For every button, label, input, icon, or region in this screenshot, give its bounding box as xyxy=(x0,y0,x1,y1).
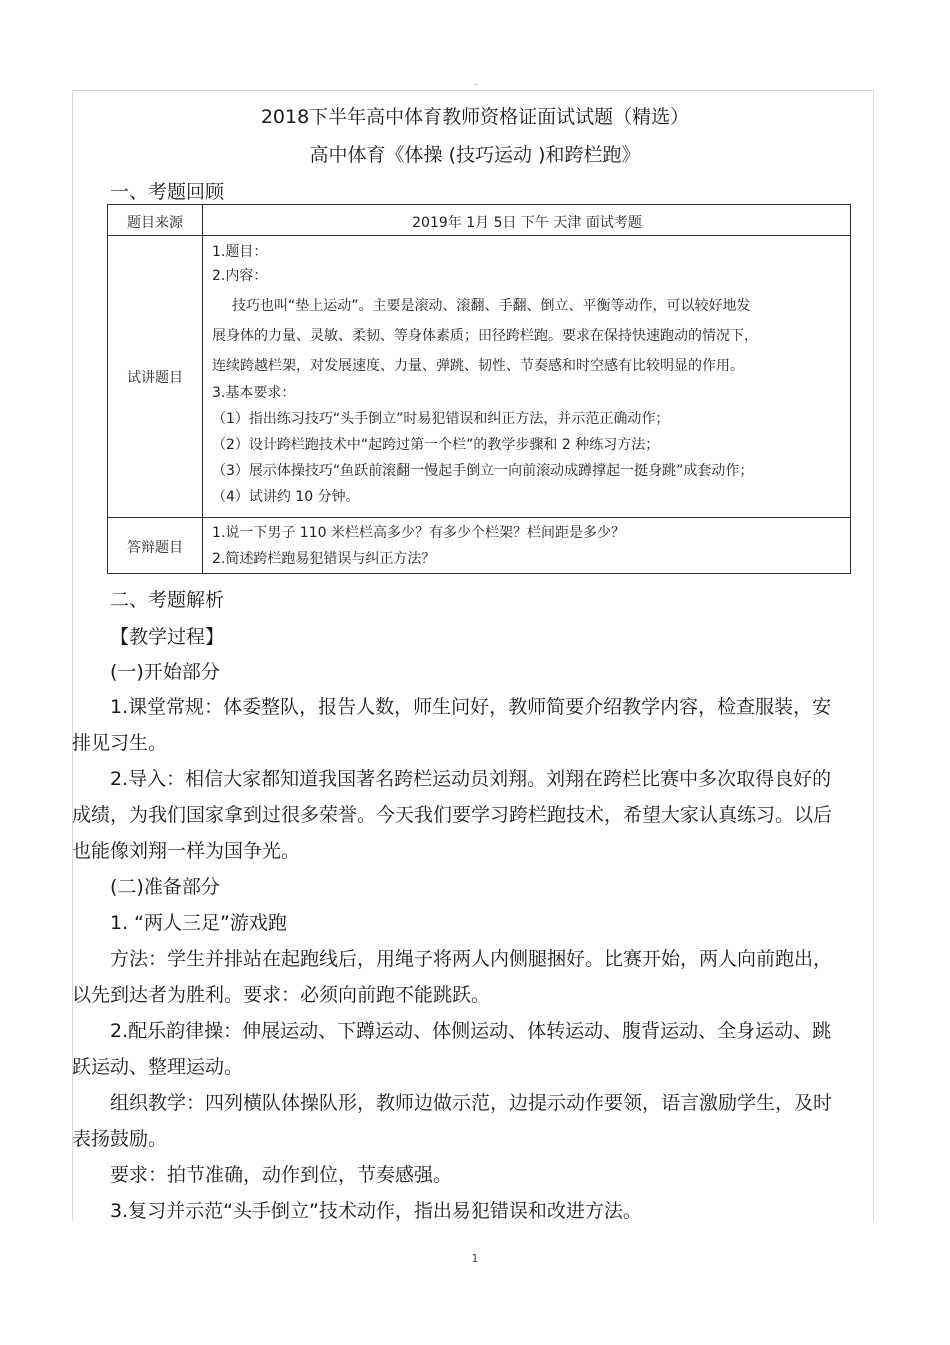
section-heading-review: 一、考题回顾 xyxy=(110,181,225,203)
page-top-mark xyxy=(474,84,478,89)
document-title: 2018下半年高中体育教师资格证面试试题（精选） xyxy=(260,106,690,128)
document-subtitle: 高中体育《体操 (技巧运动 )和跨栏跑》 xyxy=(309,144,641,166)
defense-line: 1.说一下男子 110 米栏栏高多少？有多少个栏架？栏间距是多少？ xyxy=(212,525,625,541)
paragraph-introduction: 2.导入：相信大家都知道我国著名跨栏运动员刘翔。刘翔在跨栏比赛中多次取得良好的成绩，为我们国家拿到过很多荣誉。今天我们要学习跨栏跑技术，希望大家认真练习。以后也能像刘翔一样为国争光。 xyxy=(72,768,833,862)
lecture-line: 2.内容： xyxy=(212,268,268,284)
paragraph-classroom-routine: 1.课堂常规：体委整队，报告人数，师生问好，教师简要介绍教学内容，检查服装，安排见习生。 xyxy=(72,696,832,754)
table-label-lecture: 试讲题目 xyxy=(127,370,183,386)
part-heading-preparation: (二)准备部分 xyxy=(110,876,220,898)
lecture-line: （1）指出练习技巧“头手倒立”时易犯错误和纠正方法，并示范正确动作； xyxy=(212,411,670,427)
part-heading-opening: (一)开始部分 xyxy=(110,661,220,683)
paragraph-game-heading: 1. “两人三足”游戏跑 xyxy=(110,912,287,934)
page-number: 1 xyxy=(471,1252,479,1265)
paragraph-game-method: 方法：学生并排站在起跑线后，用绳子将两人内侧腿捆好。比赛开始，两人向前跑出，以先到达者为胜利。要求：必须向前跑不能跳跃。 xyxy=(72,948,833,1006)
lecture-line: （4）试讲约 10 分钟。 xyxy=(212,489,360,505)
exam-question-table xyxy=(107,204,851,574)
section-heading-analysis: 二、考题解析 xyxy=(110,589,225,611)
table-row-divider xyxy=(108,235,850,236)
paragraph-requirements: 要求：拍节准确，动作到位，节奏感强。 xyxy=(110,1164,453,1186)
table-row-divider xyxy=(108,517,850,518)
paragraph-organization: 组织教学：四列横队体操队形，教师边做示范，边提示动作要领，语言激励学生，及时表扬鼓励。 xyxy=(72,1092,833,1150)
table-label-defense: 答辩题目 xyxy=(127,540,183,556)
table-value-source: 2019年 1月 5日 下午 天津 面试考题 xyxy=(412,215,642,231)
paragraph-rhythmic-exercise: 2.配乐韵律操：伸展运动、下蹲运动、体侧运动、体转运动、腹背运动、全身运动、跳跃运动、整理运动。 xyxy=(72,1020,832,1078)
lecture-line: 3.基本要求： xyxy=(212,385,296,401)
table-label-source: 题目来源 xyxy=(127,215,183,231)
defense-line: 2.简述跨栏跑易犯错误与纠正方法？ xyxy=(212,551,436,567)
lecture-line: 技巧也叫“垫上运动”。主要是滚动、滚翻、手翻、倒立、平衡等动作，可以较好地发 xyxy=(232,298,751,314)
lecture-line: （2）设计跨栏跑技术中“起跨过第一个栏”的教学步骤和 2 种练习方法； xyxy=(212,437,660,453)
lecture-line: 连续跨越栏架，对发展速度、力量、弹跳、韧性、节奏感和时空感有比较明显的作用。 xyxy=(212,358,744,374)
lecture-line: （3）展示体操技巧“鱼跃前滚翻一慢起手倒立一向前滚动成蹲撑起一挺身跳”成套动作； xyxy=(212,463,754,479)
teaching-process-label: 【教学过程】 xyxy=(110,626,225,648)
lecture-line: 展身体的力量、灵敏、柔韧、等身体素质；田径跨栏跑。要求在保持快速跑动的情况下， xyxy=(212,328,758,344)
paragraph-headstand-review: 3.复习并示范“头手倒立”技术动作，指出易犯错误和改进方法。 xyxy=(110,1200,642,1222)
lecture-line: 1.题目： xyxy=(212,244,268,260)
